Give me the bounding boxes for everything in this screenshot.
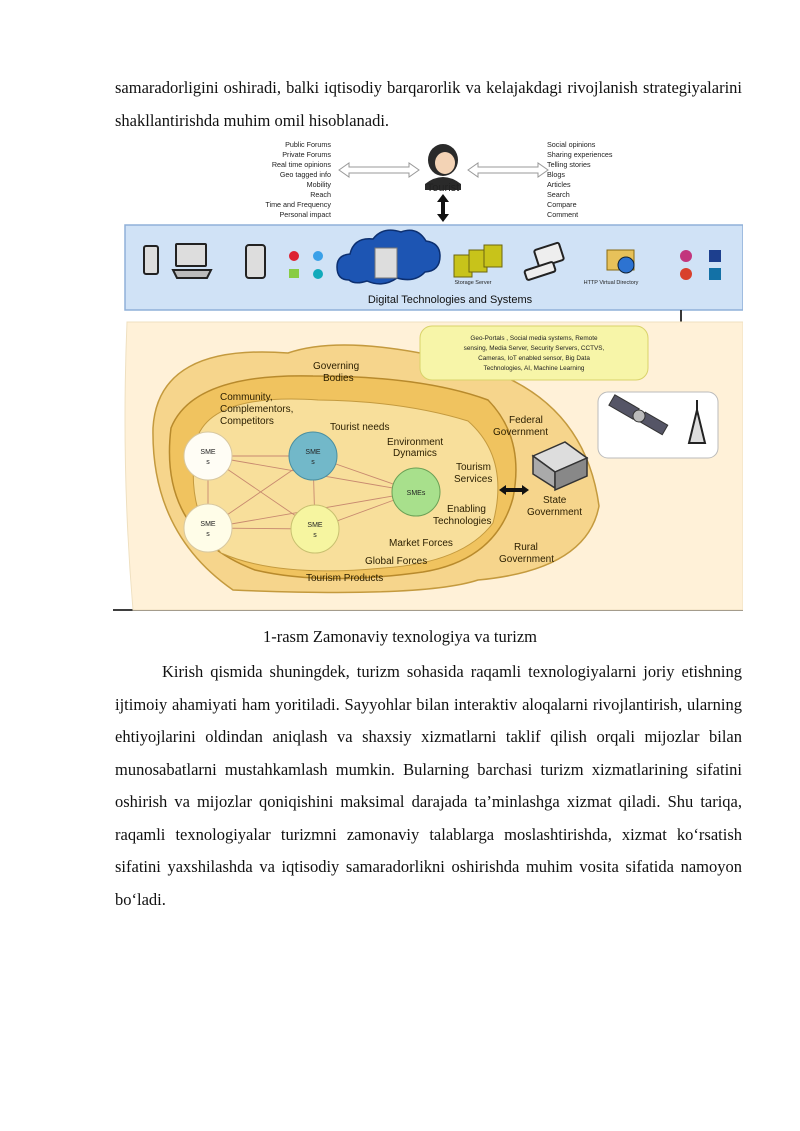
- geo-box-line: sensing, Media Server, Security Servers, CCTVS,: [463, 345, 605, 352]
- vertical-double-arrow: [437, 194, 449, 222]
- right-list-item: Telling stories: [547, 160, 591, 169]
- right-list-item: Social opinions: [547, 140, 596, 149]
- federal-gov-label: Government: [493, 427, 549, 438]
- youtube-icon: [289, 251, 299, 261]
- rural-gov-label: Government: [499, 554, 555, 565]
- state-gov-label: State: [543, 495, 567, 506]
- sme-node: [184, 504, 232, 552]
- tourism-services-label: Services: [454, 474, 493, 485]
- left-list-item: Geo tagged info: [279, 170, 331, 179]
- right-list-item: Compare: [547, 200, 577, 209]
- server-icon: [375, 248, 397, 278]
- sme-label: SME: [307, 522, 323, 529]
- keyboard-icon: [173, 270, 211, 278]
- community-label: Community,: [220, 392, 273, 403]
- globe-icon: [618, 257, 634, 273]
- geo-box-line: Technologies, AI, Machine Learning: [483, 365, 585, 372]
- right-list-item: Comment: [547, 210, 579, 219]
- facebook-icon: [709, 250, 721, 262]
- google-plus-icon: [680, 268, 692, 280]
- enabling-tech-label: Enabling: [447, 504, 486, 515]
- paragraph-bottom: Kirish qismida shuningdek, turizm sohasida raqamli texnologiyalarni joriy etishning ijtimoiy ahamiyati ham yoritiladi. Sayyohlar bilan interaktiv aloqalarni rivojlantirish, ularning ehtiyojlarini oldindan aniqlash va shaxsiy xizmatlarni taklif qilish orqali mijozlar bilan munosabatlarni mustahkamlash mumkin. Bularning barchasi turizm xizmatlarining sifatini oshirish va mijozlar qoniqishini maksimal darajada ta’minlashga xizmat qiladi. Shu tariqa, raqamli texnologiyalar turizmni zamonaviy talablarga moslashtirishda, xizmat ko‘rsatish sifatini yaxshilashda va iqtisodiy samaradorlikni oshirishda muhim vosita sifatida namoyon bo‘ladi.: [115, 662, 742, 909]
- phone-icon: [246, 245, 265, 278]
- storage-server-label: Storage Server: [454, 280, 492, 286]
- left-list-item: Private Forums: [282, 150, 331, 159]
- community-label: Complementors,: [220, 404, 294, 415]
- environment-label: Dynamics: [393, 448, 437, 459]
- right-list-item: Search: [547, 190, 570, 199]
- sme-label: SME: [305, 449, 321, 456]
- sme-node: [184, 432, 232, 480]
- global-forces-label: Global Forces: [365, 556, 428, 567]
- paragraph-top: samaradorligini oshiradi, balki iqtisodiy barqarorlik va kelajakdagi rivojlanish strategiyalarini shakllantirishda muhim omil hisoblanadi.: [115, 78, 742, 130]
- android-icon: [289, 269, 299, 278]
- tablet-icon: [144, 246, 158, 274]
- state-gov-label: Government: [527, 507, 583, 518]
- smes-label: SMEs: [406, 490, 426, 497]
- tourism-digital-figure: [113, 138, 743, 613]
- twitter-icon: [313, 251, 323, 261]
- tourism-services-label: Tourism: [456, 462, 492, 473]
- sme-node: [289, 432, 337, 480]
- left-list-item: Public Forums: [285, 140, 331, 149]
- sme-label: SME: [200, 521, 216, 528]
- sme-label: SME: [200, 449, 216, 456]
- instagram-icon: [680, 250, 692, 262]
- geo-box-line: Cameras, IoT enabled sensor, Big Data: [478, 355, 590, 362]
- federal-gov-label: Federal: [509, 415, 543, 426]
- tourist-label: Tourist: [426, 182, 460, 194]
- tourist-needs-label: Tourist needs: [330, 422, 390, 433]
- enabling-tech-label: Technologies: [433, 516, 492, 527]
- left-list-item: Personal impact: [279, 210, 331, 219]
- sme-label: s: [206, 531, 210, 538]
- http-directory-label: HTTP Virtual Directory: [583, 280, 639, 286]
- governing-bodies-label: Bodies: [323, 373, 354, 384]
- governing-bodies-label: Governing: [313, 361, 360, 372]
- linkedin-icon: [709, 268, 721, 280]
- desktop-icon: [176, 244, 206, 266]
- right-list-item: Blogs: [547, 170, 565, 179]
- tourism-products-label: Tourism Products: [306, 573, 384, 584]
- skype-icon: [313, 269, 323, 279]
- sme-label: s: [311, 459, 315, 466]
- community-label: Competitors: [220, 416, 274, 427]
- sme-label: s: [206, 459, 210, 466]
- right-list-item: Articles: [547, 180, 571, 189]
- left-list-item: Mobility: [306, 180, 331, 189]
- left-list-item: Real time opinions: [271, 160, 331, 169]
- sme-label: s: [313, 532, 317, 539]
- rural-gov-label: Rural: [514, 542, 538, 553]
- geo-box-line: Geo-Portals , Social media systems, Remote: [470, 335, 598, 342]
- band-title: Digital Technologies and Systems: [367, 294, 533, 306]
- left-list-item: Time and Frequency: [265, 200, 331, 209]
- double-arrow-left: [339, 163, 419, 177]
- market-forces-label: Market Forces: [389, 538, 453, 549]
- figure-caption: 1-rasm Zamonaviy texnologiya va turizm: [262, 627, 537, 646]
- right-list-item: Sharing experiences: [547, 150, 613, 159]
- double-arrow-right: [468, 163, 548, 177]
- left-list-item: Reach: [310, 190, 331, 199]
- environment-label: Environment: [387, 437, 444, 448]
- sme-node: [291, 505, 339, 553]
